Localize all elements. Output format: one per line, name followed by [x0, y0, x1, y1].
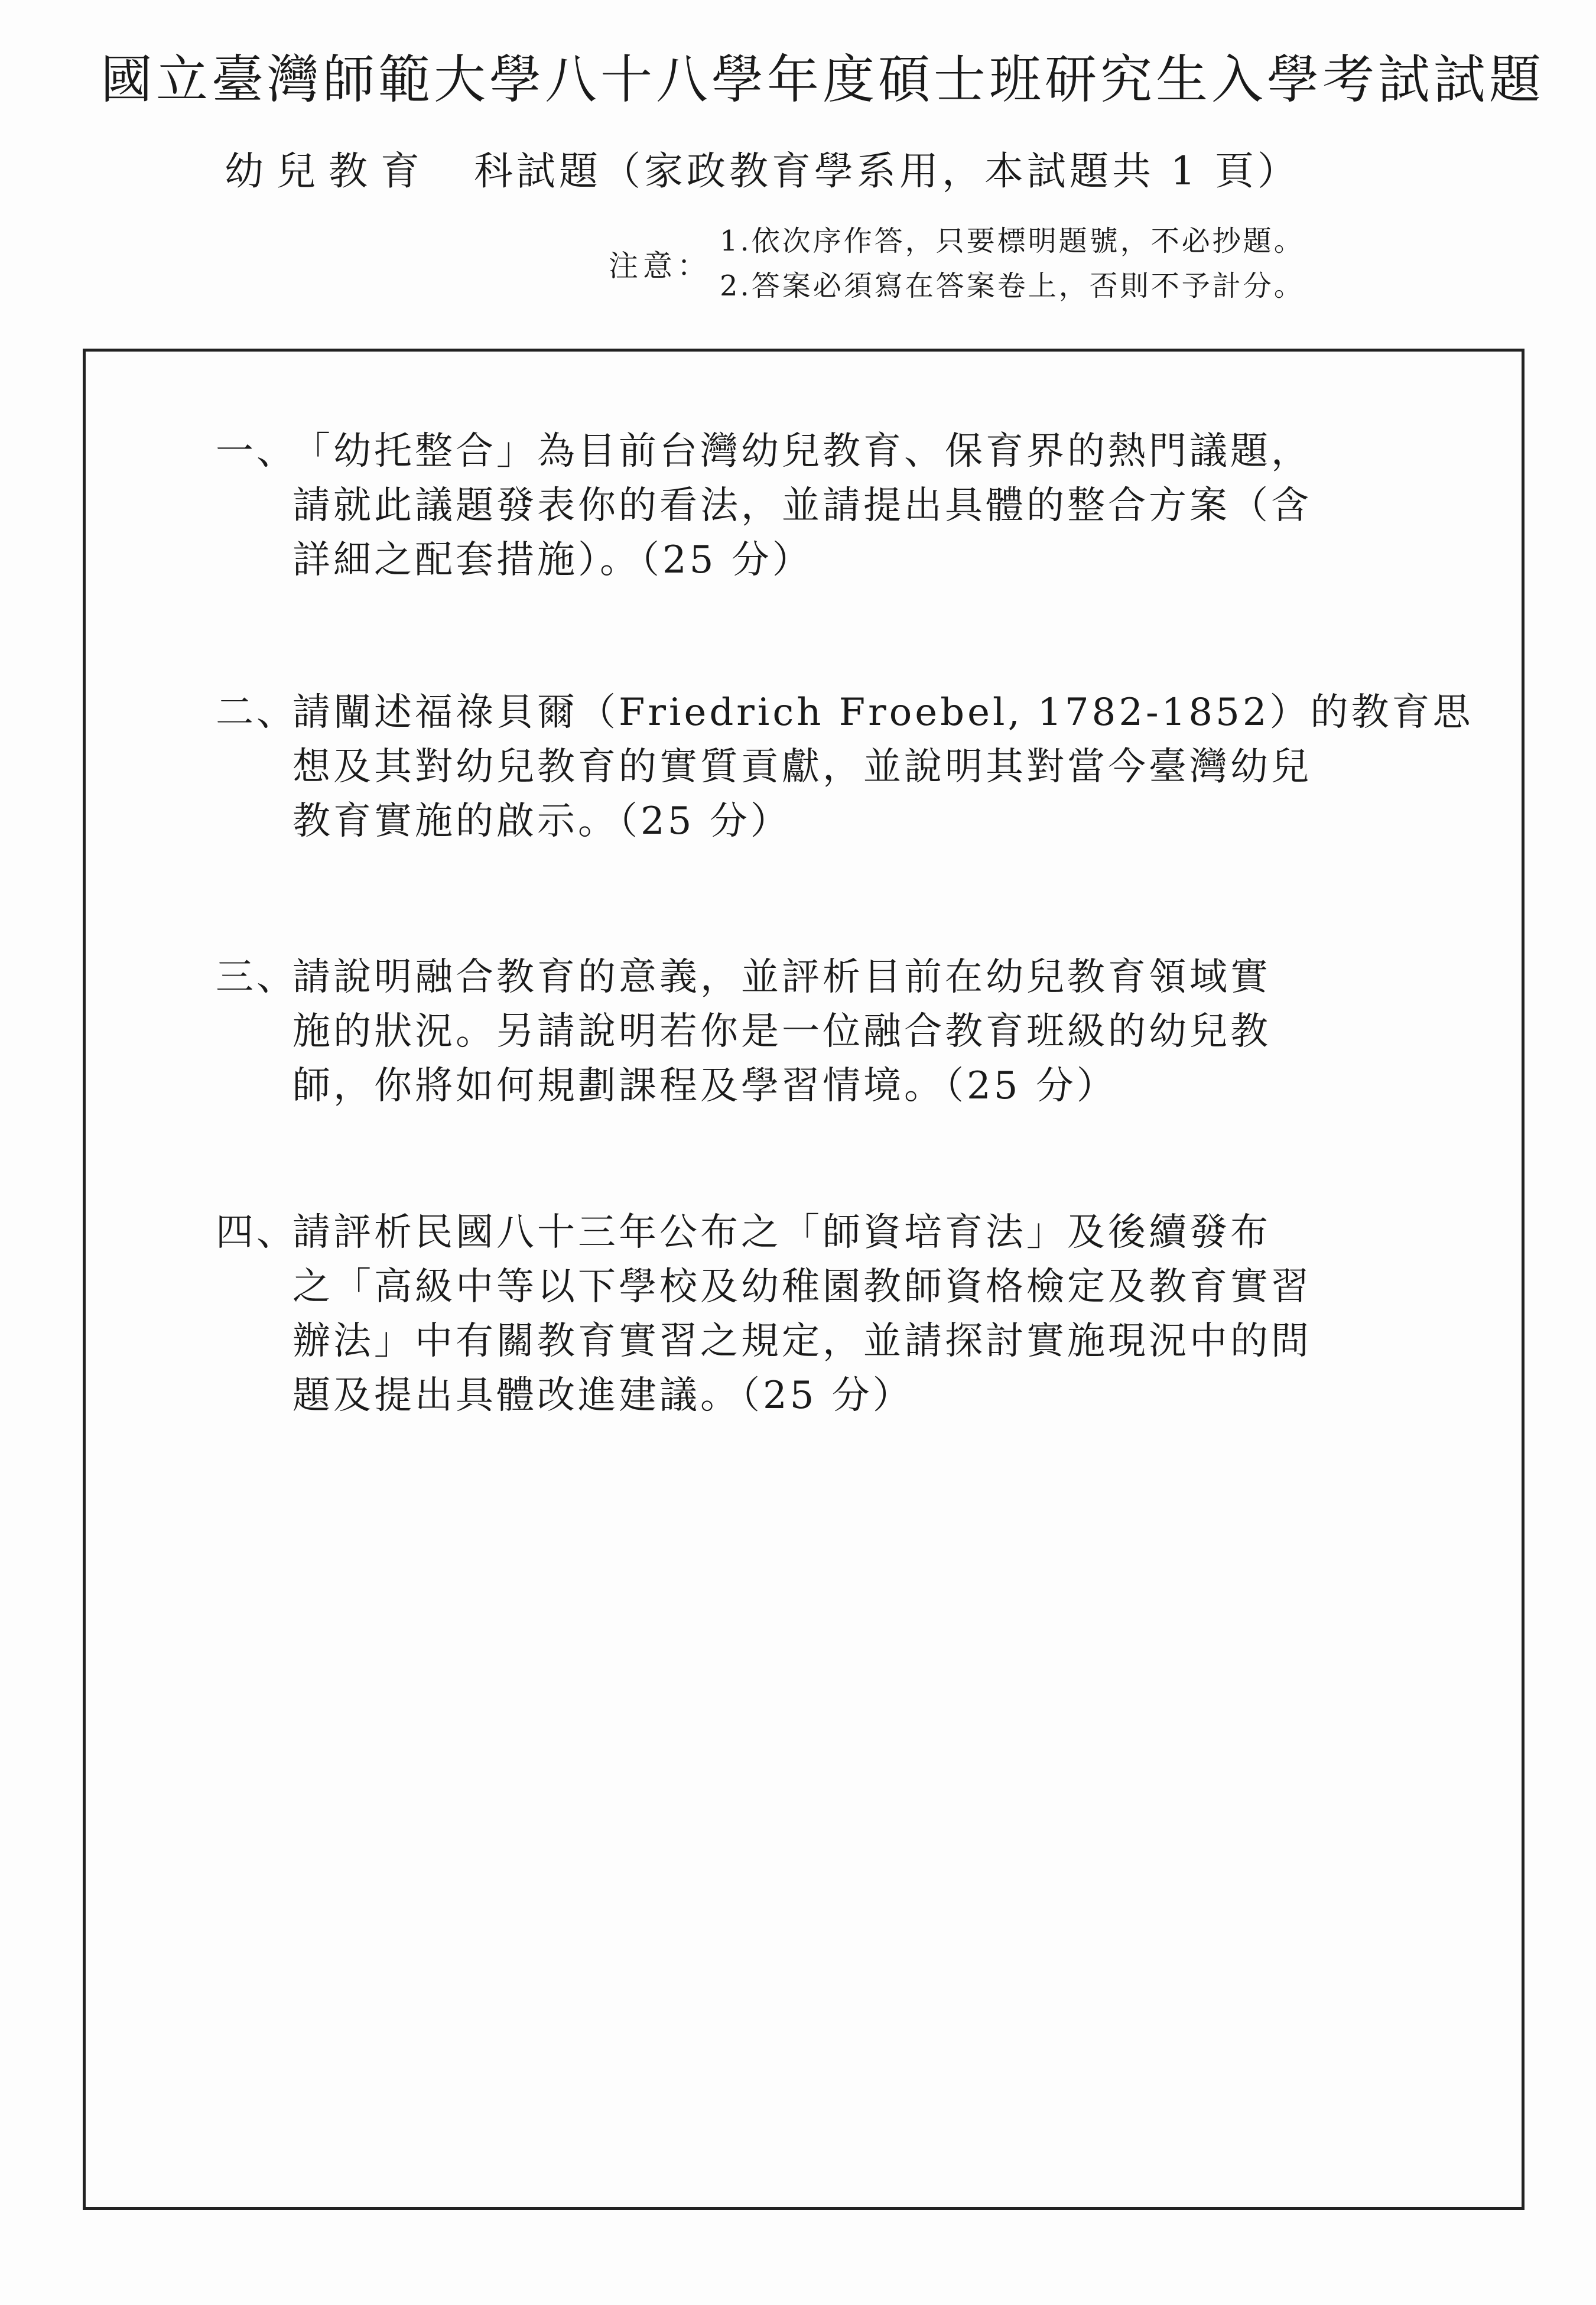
question-line: 想及其對幼兒教育的實質貢獻，並說明其對當今臺灣幼兒 — [292, 745, 1312, 789]
exam-title: 國立臺灣師範大學八十八學年度碩士班研究生入學考試試題 — [100, 49, 1545, 110]
question-2 — [216, 685, 1474, 848]
notice-item: 1.依次序作答，只要標明題號，不必抄題。 — [720, 225, 1305, 258]
question-number: 四、 — [216, 1211, 297, 1254]
question-line: 題及提出具體改進建議。（25 分） — [292, 1374, 914, 1418]
question-text — [292, 424, 1321, 587]
question-line: 施的狀況。另請說明若你是一位融合教育班級的幼兒教 — [292, 1010, 1271, 1054]
subject-name: 幼兒教育 — [225, 148, 433, 194]
subject-suffix: 科試題（家政教育學系用，本試題共 1 頁） — [474, 148, 1300, 194]
question-4 — [216, 1205, 1321, 1423]
question-line: 請說明融合教育的意義，並評析目前在幼兒教育領域實 — [292, 955, 1271, 999]
question-number: 一、 — [216, 430, 297, 473]
subject-line — [225, 142, 1300, 201]
notice-list — [720, 219, 1305, 308]
question-number: 三、 — [216, 955, 297, 999]
notice-label: 注意： — [609, 249, 711, 283]
question-line: 師，你將如何規劃課程及學習情境。（25 分） — [292, 1064, 1117, 1108]
question-line: 請就此議題發表你的看法，並請提出具體的整合方案（含 — [292, 484, 1312, 528]
question-line: 詳細之配套措施）。（25 分） — [292, 538, 813, 582]
question-line: 「幼托整合」為目前台灣幼兒教育、保育界的熱門議題， — [292, 430, 1312, 473]
notice-item: 2.答案必須寫在答案卷上，否則不予計分。 — [720, 269, 1305, 303]
notice-block — [609, 219, 1305, 308]
question-text — [292, 1205, 1321, 1423]
question-line: 教育實施的啟示。（25 分） — [292, 799, 791, 843]
question-number: 二、 — [216, 691, 297, 734]
question-text — [292, 950, 1321, 1113]
question-line: 辦法」中有關教育實習之規定，並請探討實施現況中的問 — [292, 1319, 1312, 1363]
question-line: 請闡述福祿貝爾（Friedrich Froebel, 1782-1852）的教育思 — [292, 691, 1474, 734]
question-line: 之「高級中等以下學校及幼稚園教師資格檢定及教育實習 — [292, 1265, 1312, 1309]
question-3 — [216, 950, 1321, 1113]
question-line: 請評析民國八十三年公布之「師資培育法」及後續發布 — [292, 1211, 1271, 1254]
question-1 — [216, 424, 1321, 587]
question-text — [292, 685, 1474, 848]
